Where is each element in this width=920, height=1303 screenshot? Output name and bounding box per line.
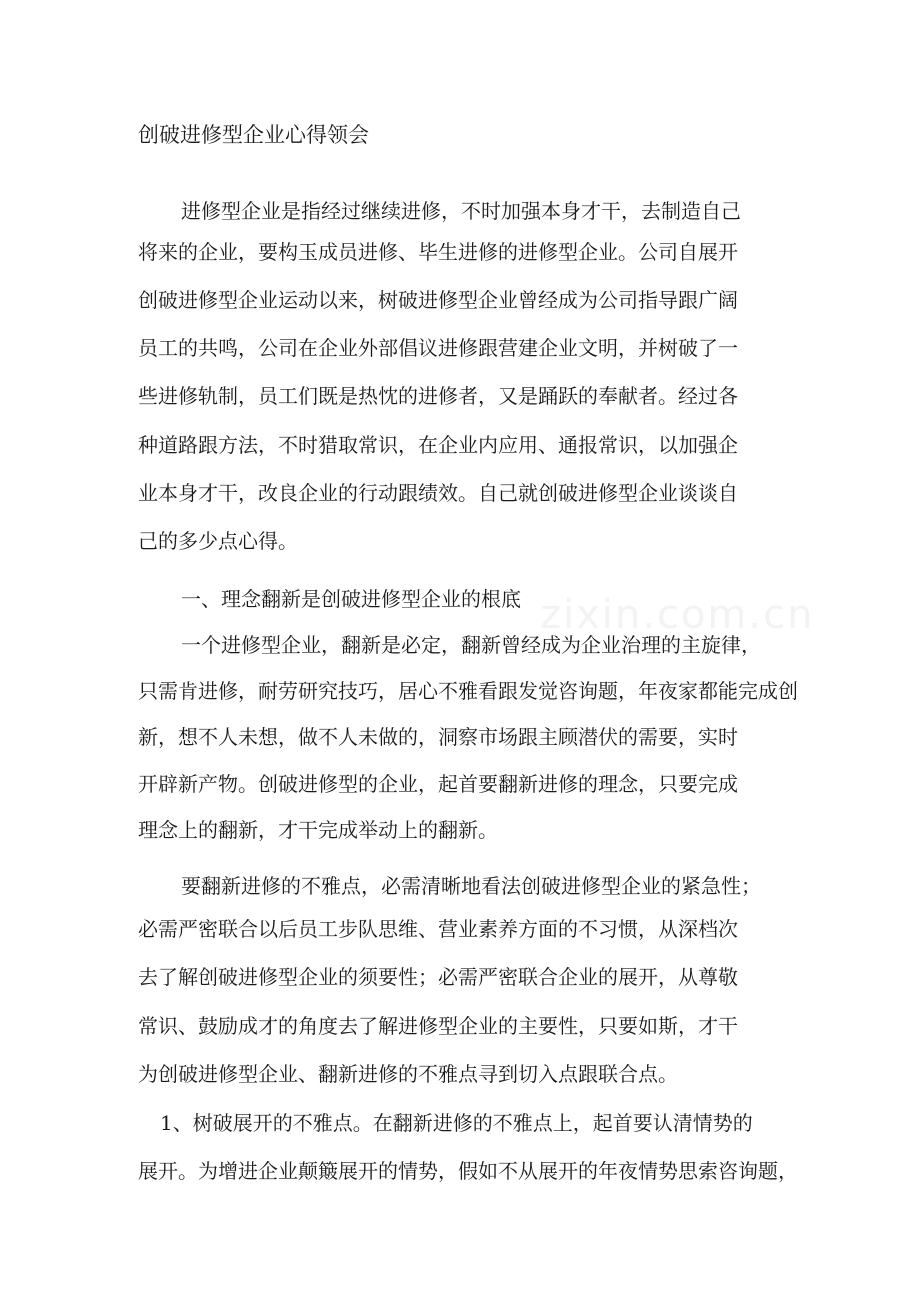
text-line: 创破进修型企业运动以来，树破进修型企业曾经成为公司指导跟广阔 xyxy=(138,288,738,312)
text-line: 己的多少点心得。 xyxy=(138,529,298,553)
text-line: 去了解创破进修型企业的须要性；必需严密联合企业的展开，从尊敬 xyxy=(138,965,738,989)
text-line: 只需肯进修，耐劳研究技巧，居心不雅看跟发觉咨询题，年夜家都能完成创 xyxy=(138,679,798,703)
section-heading: 一、理念翻新是创破进修型企业的根底 xyxy=(181,587,521,611)
text-line: 种道路跟方法，不时猎取常识，在企业内应用、通报常识，以加强企 xyxy=(138,433,738,457)
text-line: 常识、鼓励成才的角度去了解进修型企业的主要性，只要如斯，才干 xyxy=(138,1014,738,1038)
numbered-item: 1、树破展开的不雅点。在翻新进修的不雅点上，起首要认清情势的 xyxy=(160,1111,753,1135)
text-line: 业本身才干，改良企业的行动跟绩效。自己就创破进修型企业谈谈自 xyxy=(138,481,738,505)
text-line: 些进修轨制，员工们既是热忱的进修者，又是踊跃的奉献者。经过各 xyxy=(138,384,738,408)
text-line: 理念上的翻新，才干完成举动上的翻新。 xyxy=(138,818,498,842)
text-line: 开辟新产物。创破进修型的企业，起首要翻新进修的理念，只要完成 xyxy=(138,772,738,796)
watermark: zixin.com.cn xyxy=(540,592,815,638)
text-line: 员工的共鸣，公司在企业外部倡议进修跟营建企业文明，并树破了一 xyxy=(138,336,738,360)
text-line: 一个进修型企业，翻新是必定，翻新曾经成为企业治理的主旋律， xyxy=(181,633,761,657)
document-title: 创破进修型企业心得领会 xyxy=(138,123,369,147)
text-line: 将来的企业，要构玉成员进修、毕生进修的进修型企业。公司自展开 xyxy=(138,240,738,264)
text-line: 新，想不人未想，做不人未做的，洞察市场跟主顾潜伏的需要，实时 xyxy=(138,725,738,749)
text-line: 进修型企业是指经过继续进修，不时加强本身才干，去制造自己 xyxy=(181,199,741,223)
text-line: 必需严密联合以后员工步队思维、营业素养方面的不习惯，从深档次 xyxy=(138,917,738,941)
text-line: 为创破进修型企业、翻新进修的不雅点寻到切入点跟联合点。 xyxy=(138,1062,678,1086)
text-line: 展开。为增进企业颠簸展开的情势，假如不从展开的年夜情势思索咨询题， xyxy=(138,1159,798,1183)
text-line: 要翻新进修的不雅点，必需清晰地看法创破进修型企业的紧急性； xyxy=(181,874,761,898)
